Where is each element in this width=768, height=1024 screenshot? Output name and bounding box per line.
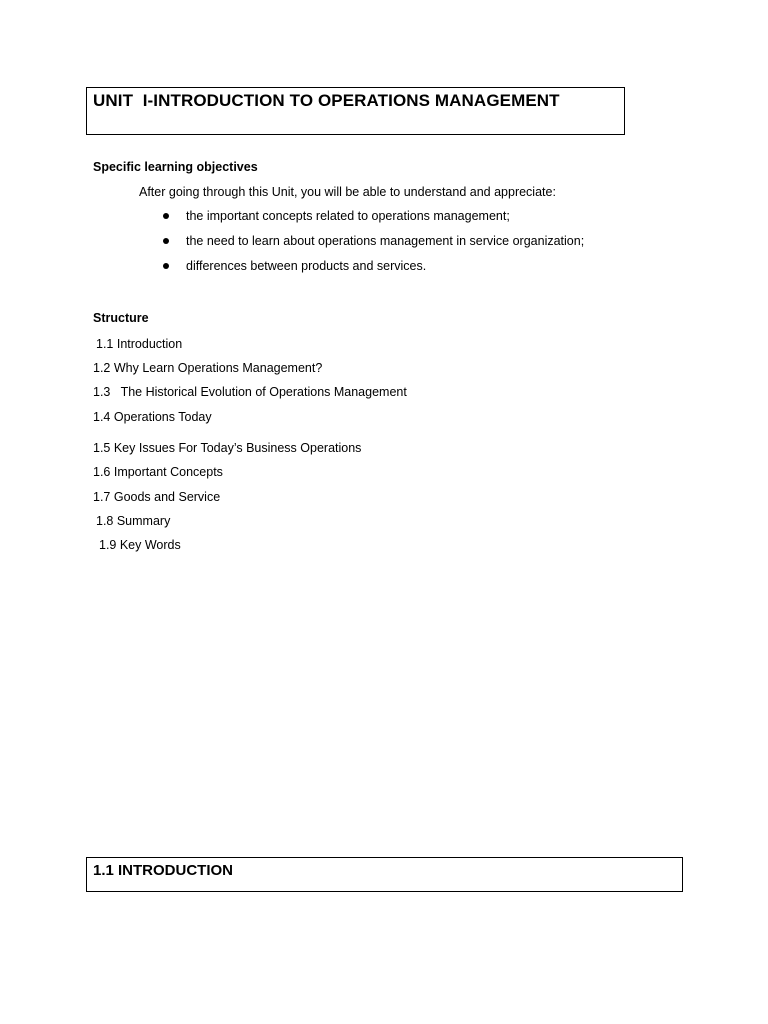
toc-item-introduction: 1.1 Introduction xyxy=(96,337,183,351)
list-item xyxy=(160,234,584,259)
list-item xyxy=(160,209,584,234)
objective-text: the need to learn about operations management in service organization; xyxy=(186,234,585,248)
toc-item-why-learn: 1.2 Why Learn Operations Management? xyxy=(93,361,323,375)
bullet-icon xyxy=(163,238,169,244)
toc-item-operations-today: 1.4 Operations Today xyxy=(93,410,212,424)
bullet-icon xyxy=(163,263,169,269)
toc-item-key-words: 1.9 Key Words xyxy=(99,538,181,552)
objectives-heading: Specific learning objectives xyxy=(93,160,258,174)
unit-title-box xyxy=(86,87,625,135)
toc-item-historical-evolution: 1.3 The Historical Evolution of Operations Management xyxy=(93,385,407,399)
unit-title: UNIT I-INTRODUCTION TO OPERATIONS MANAGEMENT xyxy=(93,91,560,110)
section-heading-box xyxy=(86,857,683,892)
section-heading: 1.1 INTRODUCTION xyxy=(93,862,234,879)
structure-heading: Structure xyxy=(93,311,149,325)
objectives-intro: After going through this Unit, you will be able to understand and appreciate: xyxy=(139,185,556,199)
objectives-list xyxy=(160,209,584,284)
objective-text: differences between products and services. xyxy=(186,259,427,273)
objective-text: the important concepts related to operations management; xyxy=(186,209,510,223)
toc-item-key-issues: 1.5 Key Issues For Today’s Business Operations xyxy=(93,441,362,455)
toc-item-goods-and-service: 1.7 Goods and Service xyxy=(93,490,221,504)
list-item xyxy=(160,259,584,284)
bullet-icon xyxy=(163,213,169,219)
toc-item-important-concepts: 1.6 Important Concepts xyxy=(93,465,223,479)
toc-item-summary: 1.8 Summary xyxy=(96,514,171,528)
